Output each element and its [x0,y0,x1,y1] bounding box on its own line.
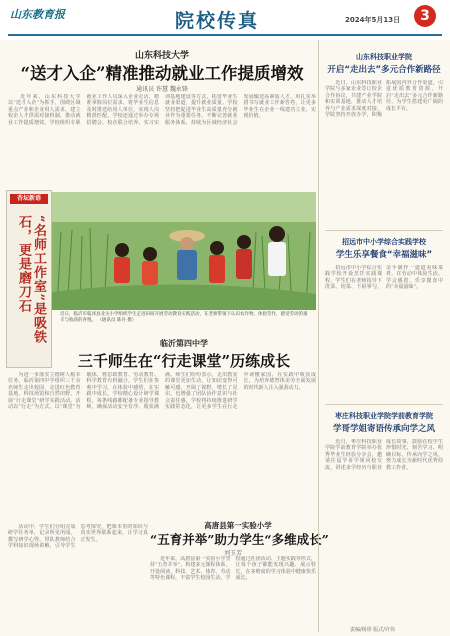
caption-text: 近日，临沂市临沭县北关小学组织学生走进田间开展劳动教育实践活动，在老师带领下认识农作物、体验劳作，感受劳动的艰辛与收获的喜悦。 [60,312,308,323]
right-title-1: 开启“走出去”多元合作新路径 [327,65,441,75]
field-photo [52,192,316,310]
lead-headline: “送才入企”精准推动就业工作提质增效 [20,64,304,83]
issue-date: 2024年5月13日 [345,16,401,24]
newspaper-logo: 山东教育报 [10,8,65,21]
section-title: 院校传真 [175,10,260,32]
bottom-kicker: 高唐县第一实验小学 [204,521,272,530]
right-column [318,40,448,632]
bottom-body: 近年来，高唐县第一实验小学坚持“五育并举”，构建多元课程体系，开设阅读、科技、艺术、体育、劳动等特色课程，丰富学生校园生活。学校通过社团活动、主题实践等形式，让每个孩子都能发现兴趣、展示特长，在多维度的学习体验中健康快乐成长。 [150,556,316,582]
masthead-rule [8,34,442,36]
lead-kicker: 山东科技大学 [134,51,189,61]
commentary-title: “名师工作室”是吸铁石，更是磨刀石 [16,215,46,344]
lead-byline: 通讯员 许慧 魏永锋 [136,86,188,93]
column-tag: 杏坛新语 [10,194,48,204]
right-story-1 [325,46,443,196]
right-title-3: 学哥学姐寄语传承向学之风 [332,424,435,434]
right-kicker-1: 山东科技职业学院 [356,53,412,61]
page-footer: 责编/杨彤 版式/许伟 [350,627,395,633]
right-story-3 [325,404,443,624]
right-title-2: 学生乐享餐食“幸福滋味” [335,250,433,260]
right-kicker-3: 枣庄科技职业学院学前教育学院 [335,412,433,420]
bottom-byline: 刘玉芳 [223,550,242,557]
right-body-2: 招远市中小学综合实践学校开设烹饪实践课程，学生们在老师指导下洗菜、切菜、下厨掌勺，亲手制作一道道美味菜肴。在劳动中体验生活、学会感恩，乐享餐食中的“幸福滋味”。 [325,265,443,291]
mid-kicker: 临沂第四中学 [160,339,208,348]
photo-caption [60,312,310,324]
mid-body-continued: 活动中，学生们分组完成研学任务单，记录所见所闻，撰写研学心得。带队教师结合学科知识现场讲解，引导学生思考探究，把课本里的知识与真实世界联系起来，让学习真正发生。 [8,524,148,550]
right-body-3: 近日，枣庄科技职业学院学前教育学院举办优秀毕业生经验分享会，邀请往届学哥学姐回校交流，讲述求学经历与职业成长故事，鼓励在校学生珍惜时光、刻苦学习、明确目标，传承向学之风，努力成长为新时代优秀幼教工作者。 [325,439,443,471]
bottom-headline: “五育并举”助力学生“多维成长” [150,532,329,547]
photo-credit: （通讯员 陈丹 摄） [97,318,137,323]
mid-headline: 三千师生在“行走课堂”历练成长 [77,352,291,370]
right-body-1: 近日，山东科技职业学院与多家企业签订校企合作协议，共建产业学院和实训基地，推动人才培养与产业需求深度对接。学院坚持开放办学，积极拓展国内外合作渠道，引进优质教育资源，开启“走出去”多元合作新路径，为学生搭建更广阔的成长平台。 [325,80,443,119]
page-number: 3 [414,5,436,27]
commentary-box [6,190,52,368]
mid-body: 为进一步落实立德树人根本任务，临沂第四中学组织三千余名师生走出校园，走进红色教育基地、科技场馆和自然田野，开展“行走课堂”研学实践活动。活动以“行走”为方式，以“课堂”为载体，将思政教育、劳动教育、科学教育有机融合。学生们在参观中学习，在体验中感悟，在实践中成长。学校精心设计研学课程，每条线路都配备专业指导教师，确保活动安全有序、收获满满。师生们纷纷表示，走出教室的课堂更加生动，让知识变得可触可感，开阔了视野，增长了见识，也增强了团队协作意识与社会责任感。学校将持续推进研学实践常态化，让更多学生在行走中读懂家国、在实践中收获成长，为培养德智体美劳全面发展的时代新人注入强劲动力。 [8,372,316,411]
photo-illustration [52,192,316,310]
right-kicker-2: 招远市中小学综合实践学校 [342,238,426,246]
lead-body: 近年来，山东科技大学以“送才入企”为抓手，围绕区域重点产业和企业用人需求，建立校企人才供需对接机制，推动就业工作提质增效。学校组织专职就业工作人员深入企业走访，精准掌握岗位需求，将毕业生信息及时推送给用人单位，实现人岗精准匹配。学校还通过举办专场招聘会、校企联合培养、实习实训基地建设等方式，拓宽毕业生就业渠道，提升就业质量。学校坚持把促进毕业生高质量充分就业作为重要任务，不断完善就业服务体系，持续为区域经济社会发展输送高素质人才，用扎实举措书写就业工作新答卷，让更多毕业生在企业一线建功立业、实现价值。 [8,94,316,126]
right-story-2 [325,230,443,370]
